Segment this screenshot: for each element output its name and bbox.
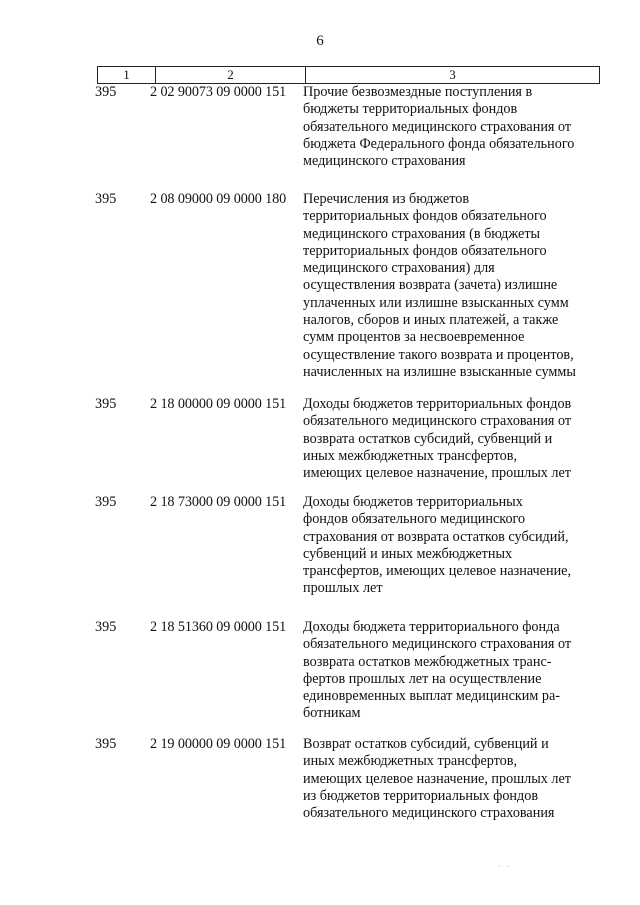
description-line: ботникам [303, 705, 361, 722]
scan-artifact: · · [498, 862, 512, 871]
admin-code: 395 [95, 191, 117, 207]
description-line: уплаченных или излишне взысканных сумм [303, 294, 569, 311]
description-line: из бюджетов территориальных фондов [303, 787, 539, 804]
description-line: Перечисления из бюджетов [303, 191, 470, 207]
admin-code: 395 [95, 84, 117, 100]
description [303, 396, 603, 482]
description-line: прошлых лет [303, 580, 383, 597]
description [303, 494, 603, 598]
description-line: обязательного медицинского страхования [303, 805, 555, 822]
header-col-1: 1 [98, 67, 156, 83]
description [303, 84, 603, 170]
description [303, 736, 603, 822]
table-header [97, 66, 600, 84]
description-line: Доходы бюджета территориального фонда [303, 619, 560, 635]
description-line: имеющих целевое назначение, прошлых лет [303, 465, 571, 482]
description-line: страхования от возврата остатков субсидий, [303, 528, 569, 545]
description [303, 191, 603, 381]
description-line: территориальных фондов обязательного [303, 242, 547, 259]
description-line: обязательного медицинского страхования от [303, 636, 572, 653]
description-line: налогов, сборов и иных платежей, а также [303, 312, 559, 329]
description-line: медицинского страхования [303, 153, 466, 170]
description-line: возврата остатков межбюджетных транс- [303, 653, 552, 670]
description-line: Доходы бюджетов территориальных [303, 494, 523, 510]
header-col-3: 3 [449, 67, 456, 82]
description-line: осуществление такого возврата и процентов, [303, 346, 574, 363]
description-line: обязательного медицинского страхования от [303, 413, 572, 430]
description-line: Возврат остатков субсидий, субвенций и [303, 736, 549, 752]
description-line: обязательного медицинского страхования от [303, 118, 572, 135]
page-number: 6 [316, 33, 324, 49]
description-line: территориальных фондов обязательного [303, 208, 547, 225]
description-line: фертов прошлых лет на осуществление [303, 670, 542, 687]
description-line: бюджета Федерального фонда обязательного [303, 135, 575, 152]
description-line: сумм процентов за несвоевременное [303, 329, 525, 346]
description-line: бюджеты территориальных фондов [303, 101, 518, 118]
description-line: трансфертов, имеющих целевое назначение, [303, 563, 572, 580]
admin-code: 395 [95, 494, 117, 510]
description-line: субвенций и иных межбюджетных [303, 545, 513, 562]
description-line: медицинского страхования) для [303, 260, 495, 277]
header-col-2: 2 [156, 67, 306, 83]
description-line: имеющих целевое назначение, прошлых лет [303, 770, 571, 787]
description-line: медицинского страхования (в бюджеты [303, 225, 541, 242]
admin-code: 395 [95, 619, 117, 635]
description-line: начисленных на излишне взысканные суммы [303, 363, 576, 380]
description-line: осуществления возврата (зачета) излишне [303, 277, 558, 294]
description-line: иных межбюджетных трансфертов, [303, 447, 518, 464]
description-line: фондов обязательного медицинского [303, 511, 526, 528]
budget-code: 2 18 73000 09 0000 151 [150, 494, 287, 510]
admin-code: 395 [95, 396, 117, 412]
description [303, 619, 603, 723]
description-line: возврата остатков субсидий, субвенций и [303, 430, 553, 447]
description-line: единовременных выплат медицинским ра- [303, 688, 561, 705]
budget-code: 2 02 90073 09 0000 151 [150, 84, 287, 100]
budget-code: 2 08 09000 09 0000 180 [150, 191, 287, 207]
description-line: Доходы бюджетов территориальных фондов [303, 396, 572, 412]
description-line: Прочие безвозмездные поступления в [303, 84, 533, 100]
budget-code: 2 18 00000 09 0000 151 [150, 396, 287, 412]
description-line: иных межбюджетных трансфертов, [303, 753, 518, 770]
admin-code: 395 [95, 736, 117, 752]
budget-code: 2 19 00000 09 0000 151 [150, 736, 287, 752]
budget-code: 2 18 51360 09 0000 151 [150, 619, 287, 635]
